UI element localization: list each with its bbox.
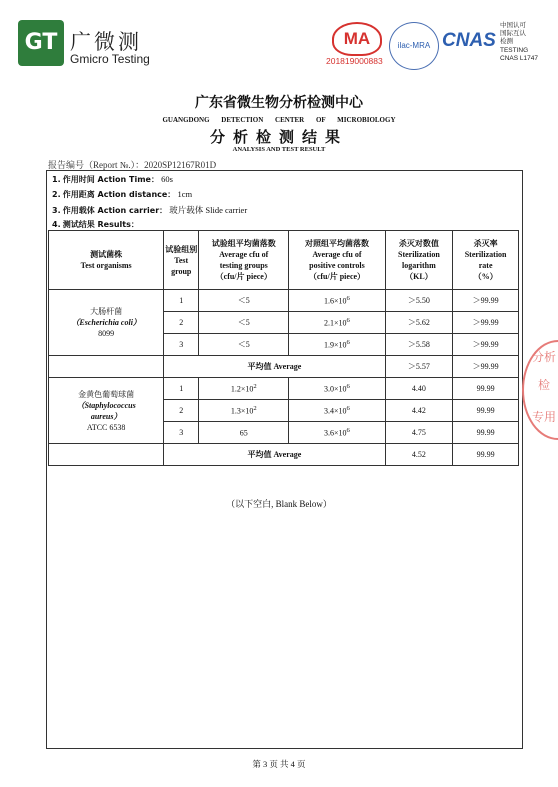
cert-line: CNAS L1747 [500, 54, 538, 62]
info-value: 玻片载体 Slide carrier [169, 205, 248, 215]
organism-name-en: （Staphylococcus [76, 400, 136, 410]
cert-line: 国际互认 [500, 30, 526, 38]
report-number: 报告编号（Report №.）：2020SP12167R01D [48, 160, 217, 170]
official-stamp [522, 340, 558, 440]
info-label: 作用时间 Action Time： [62, 175, 159, 184]
header-text: 试验组别 [165, 244, 198, 254]
cell-positive-cfu [289, 378, 385, 400]
cma-number: 201819000883 [326, 56, 383, 66]
header-testing-groups [199, 231, 289, 290]
organism-ecoli [49, 290, 164, 356]
cell-average-rate: ＞99.99 [453, 356, 519, 378]
info-value: 60s [161, 174, 173, 184]
cell-average-label: 平均值 Average [164, 356, 385, 378]
cell-positive-cfu [289, 334, 385, 356]
organism-name-en: （Escherichia coli） [71, 318, 141, 327]
header-text: Average cfu of [312, 250, 362, 259]
info-action-distance [52, 189, 192, 200]
cell-positive-cfu [289, 290, 385, 312]
cfu-base: 1.6×10 [324, 296, 347, 306]
cfu-base: 3.6×10 [324, 428, 347, 438]
header-text: （cfu/片 piece） [215, 272, 272, 281]
info-value: 1cm [177, 189, 193, 199]
cfu-base: 1.3×10 [230, 406, 254, 416]
cell-average-kl: ＞5.57 [385, 356, 453, 378]
cell-kl: ＞5.58 [385, 334, 453, 356]
brand-name-cn: 广微测 [70, 30, 142, 54]
cfu-exponent: 2 [253, 405, 257, 413]
center-title-en: GUANGDONG DETECTION CENTER OF MICROBIOLOGY [162, 116, 396, 124]
header-text: 测试菌株 [90, 250, 123, 259]
cell-group: 2 [164, 400, 199, 422]
result-title-cn: 分析检测结果 [209, 128, 348, 146]
organism-name-cn: 大肠杆菌 [90, 307, 123, 316]
header-text: group [171, 266, 192, 276]
header-sterilization-logarithm [385, 231, 453, 290]
cell-kl: 4.40 [385, 378, 453, 400]
cell-group: 1 [164, 378, 199, 400]
cell-group: 3 [164, 422, 199, 444]
table-row [49, 290, 519, 312]
cfu-exponent: 6 [346, 339, 350, 347]
info-action-time [52, 174, 173, 185]
cert-line: TESTING [500, 46, 529, 54]
average-row [49, 356, 519, 378]
stamp-text: 检 [538, 378, 551, 392]
info-num: 2. [52, 190, 61, 199]
organism-strain: ATCC 6538 [86, 422, 126, 432]
cell-test-cfu [199, 378, 289, 400]
cell-test-cfu [199, 400, 289, 422]
info-num: 3. [52, 206, 61, 215]
header-text: （%） [473, 272, 498, 281]
header-test-organisms [49, 231, 164, 290]
header-text: 试验组平均菌落数 [211, 239, 276, 248]
cell-test-cfu: ＜5 [199, 334, 289, 356]
header-text: （KL） [405, 272, 433, 281]
cfu-base: 3.4×10 [324, 406, 347, 416]
cell-test-cfu: ＜5 [199, 290, 289, 312]
info-action-carrier [52, 204, 247, 216]
results-table [48, 230, 519, 466]
blank-below-note: （以下空白, Blank Below） [226, 499, 332, 509]
stamp-text: 专用 [532, 410, 557, 424]
table-row [49, 378, 519, 400]
cell-rate: 99.99 [453, 400, 519, 422]
cell-positive-cfu [289, 422, 385, 444]
cell-average-label: 平均值 Average [164, 444, 385, 466]
cell-test-cfu [199, 422, 289, 444]
header-text: （cfu/片 piece） [308, 272, 366, 281]
cell-average-rate: 99.99 [453, 444, 519, 466]
info-label: 作用载体 Action carrier： [62, 206, 168, 215]
cfu-base: 1.9×10 [324, 340, 347, 350]
accreditation-text [500, 22, 538, 63]
cnas-logo: CNAS [442, 30, 496, 51]
cell-group: 2 [164, 312, 199, 334]
cfu-base: 3.0×10 [324, 384, 347, 394]
cfu-exponent: 6 [346, 295, 350, 303]
info-results [52, 219, 139, 230]
result-title-en: ANALYSIS AND TEST RESULT [232, 146, 326, 153]
cfu-base: 1.2×10 [230, 384, 254, 394]
cert-line: 检测 [500, 38, 513, 46]
header-text: Test [174, 255, 189, 265]
page-number: 第 3 页 共 4 页 [252, 759, 306, 769]
cell-average-kl: 4.52 [385, 444, 453, 466]
organism-name-en: aureus） [90, 411, 122, 421]
ilac-mra-logo: ilac-MRA [389, 22, 439, 70]
cell-rate: ＞99.99 [453, 290, 519, 312]
cell-rate: 99.99 [453, 378, 519, 400]
cfu-base: 65 [239, 428, 248, 438]
cell-kl: ＞5.62 [385, 312, 453, 334]
cell-group: 1 [164, 290, 199, 312]
brand-name-en: Gmicro Testing [70, 52, 150, 66]
header-text: Test organisms [80, 261, 132, 270]
cell-positive-cfu [289, 312, 385, 334]
cert-line: 中国认可 [500, 22, 526, 29]
header-text: 杀灭率 [473, 239, 498, 248]
header-text: Average cfu of [219, 250, 269, 259]
cfu-exponent: 6 [346, 317, 350, 325]
table-header-row [49, 231, 519, 290]
company-logo [18, 20, 64, 66]
cell-group: 3 [164, 334, 199, 356]
info-label: 测试结果 Results： [62, 220, 139, 229]
cell-empty [49, 356, 164, 378]
header-text: 对照组平均菌落数 [304, 239, 369, 248]
cell-kl: 4.75 [385, 422, 453, 444]
cfu-base: 2.1×10 [324, 318, 347, 328]
average-row [49, 444, 519, 466]
center-title-cn: 广东省微生物分析检测中心 [195, 95, 363, 111]
organism-name-cn: 金黄色葡萄球菌 [78, 389, 135, 399]
cell-positive-cfu [289, 400, 385, 422]
info-num: 1. [52, 175, 61, 184]
cell-test-cfu: ＜5 [199, 312, 289, 334]
header-text: testing groups [219, 261, 268, 270]
organism-saureus [49, 378, 164, 444]
cell-empty [49, 444, 164, 466]
cfu-exponent: 6 [346, 405, 350, 413]
stamp-text: 分析 [532, 350, 557, 364]
cma-logo: MA [332, 22, 382, 56]
header-text: positive controls [309, 261, 365, 270]
cell-rate: ＞99.99 [453, 312, 519, 334]
header-text: 杀灭对数值 [398, 239, 439, 248]
cfu-exponent: 6 [346, 383, 350, 391]
info-num: 4. [52, 220, 61, 229]
cell-kl: 4.42 [385, 400, 453, 422]
cell-rate: 99.99 [453, 422, 519, 444]
info-label: 作用距离 Action distance： [62, 190, 176, 199]
cell-kl: ＞5.50 [385, 290, 453, 312]
header-text: Sterilization [398, 250, 440, 259]
cfu-exponent: 2 [253, 383, 257, 391]
organism-strain: 8099 [98, 329, 115, 338]
header-text: rate [478, 261, 493, 270]
cell-rate: ＞99.99 [453, 334, 519, 356]
cfu-exponent: 6 [346, 427, 350, 435]
header-positive-controls [289, 231, 385, 290]
header-text: logarithm [402, 261, 436, 270]
header-sterilization-rate [453, 231, 519, 290]
logo-monogram: GT [24, 30, 58, 55]
header-test-group [164, 231, 199, 290]
header-text: Sterilization [464, 250, 507, 259]
